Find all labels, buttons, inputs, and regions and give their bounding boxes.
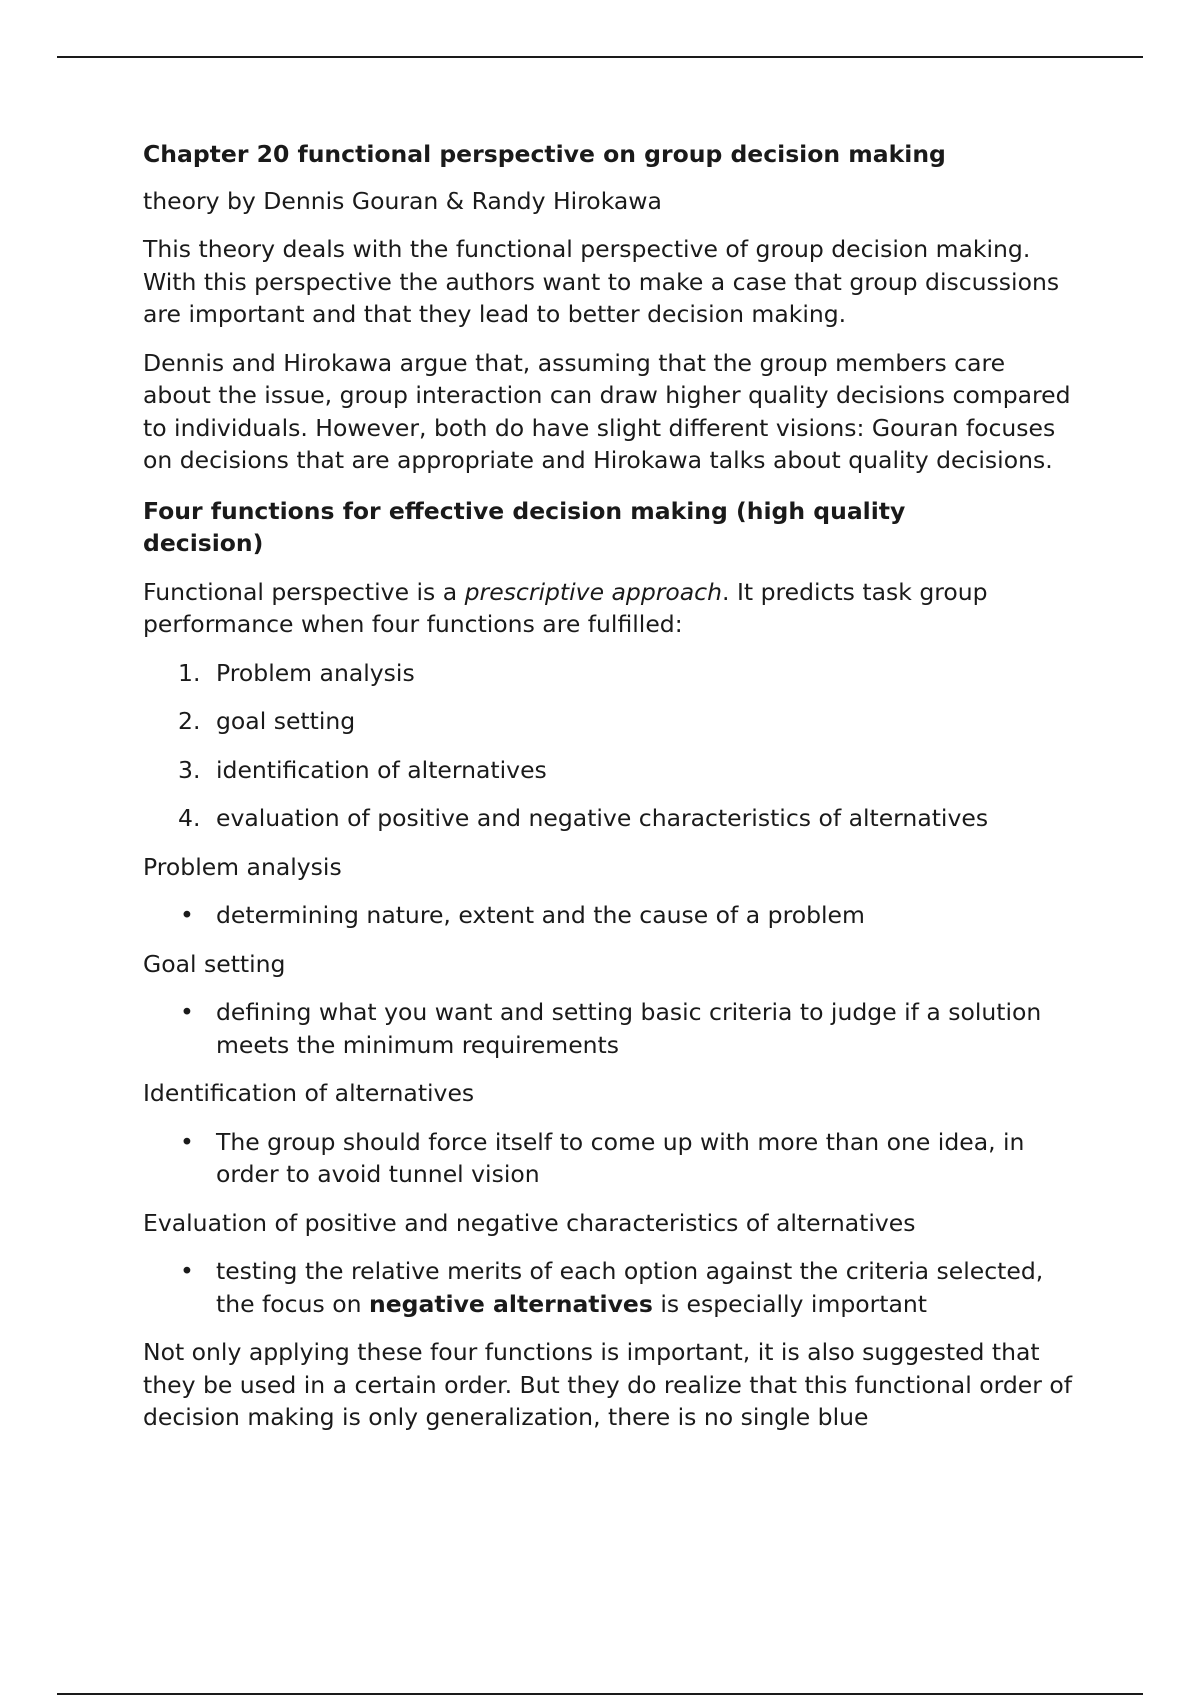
functional-paragraph	[143, 576, 1073, 641]
functions-heading: Four functions for effective decision making (high quality decision)	[143, 496, 906, 557]
bullet-text: defining what you want and setting basic criteria to judge if a solution meets the minimum requirements	[216, 998, 1042, 1059]
function-text: identification of alternatives	[216, 755, 547, 784]
function-item	[143, 802, 1073, 835]
bullet-item	[143, 1126, 1073, 1191]
bullet-list	[143, 899, 1073, 932]
bullet-text-before: testing the relative merits of each option against the criteria selected, the focus on	[216, 1257, 1044, 1318]
bullet-text: determining nature, extent and the cause of a problem	[216, 901, 865, 929]
intro-paragraph: This theory deals with the functional perspective of group decision making. With this perspective the authors want to make a case that group discussions are important and that they lead to better decision making.	[143, 235, 1060, 328]
negative-alternatives-bold: negative alternatives	[368, 1289, 653, 1318]
section-label-goal-setting: Goal setting	[143, 949, 286, 978]
function-text: evaluation of positive and negative characteristics of alternatives	[216, 804, 989, 832]
list-number: 4.	[178, 804, 201, 832]
bullet-text-after: is especially important	[652, 1289, 928, 1318]
functional-text-after: . It predicts task group performance when four functions are fulfilled:	[143, 577, 988, 638]
functions-list	[143, 657, 1073, 835]
closing-paragraph: Not only applying these four functions is important, it is also suggested that they be used in a certain order. But they do realize that this functional order of decision making is only generalization, there is no single blue	[143, 1338, 1072, 1431]
section-label-evaluation: Evaluation of positive and negative characteristics of alternatives	[143, 1208, 916, 1237]
function-item	[143, 754, 1073, 787]
function-item	[143, 657, 1073, 690]
bullet-item	[143, 899, 1073, 932]
top-rule	[57, 56, 1143, 58]
section-label-problem-analysis: Problem analysis	[143, 852, 342, 881]
list-number: 1.	[178, 658, 201, 687]
prescriptive-approach-emphasis: prescriptive approach	[464, 577, 723, 606]
bottom-rule	[57, 1693, 1143, 1695]
function-item	[143, 705, 1073, 738]
bullet-item	[143, 1255, 1073, 1320]
functional-text-before: Functional perspective is a	[143, 577, 465, 606]
list-number: 3.	[178, 755, 201, 784]
section-label-identification: Identification of alternatives	[143, 1079, 475, 1107]
bullet-icon: •	[180, 1257, 194, 1285]
function-text: Problem analysis	[216, 658, 415, 687]
bullet-item	[143, 996, 1073, 1061]
argument-paragraph: Dennis and Hirokawa argue that, assuming that the group members care about the issue, group interaction can draw higher quality decisions compared to individuals. However, both do have slight different visions: Gouran focuses on decisions that are appropriate and Hirokawa talks about quality decisions.	[143, 348, 1071, 474]
bullet-list	[143, 1126, 1073, 1191]
bullet-list	[143, 996, 1073, 1061]
bullet-icon: •	[180, 1127, 194, 1156]
bullet-list	[143, 1255, 1073, 1320]
byline: theory by Dennis Gouran & Randy Hirokawa	[143, 186, 662, 215]
document-body	[143, 138, 1073, 1450]
bullet-icon: •	[180, 998, 194, 1026]
function-text: goal setting	[216, 707, 356, 735]
bullet-icon: •	[180, 901, 194, 929]
bullet-text: The group should force itself to come up with more than one idea, in order to avoid tunnel vision	[216, 1127, 1025, 1188]
chapter-title: Chapter 20 functional perspective on group decision making	[143, 140, 946, 168]
list-number: 2.	[178, 707, 201, 735]
